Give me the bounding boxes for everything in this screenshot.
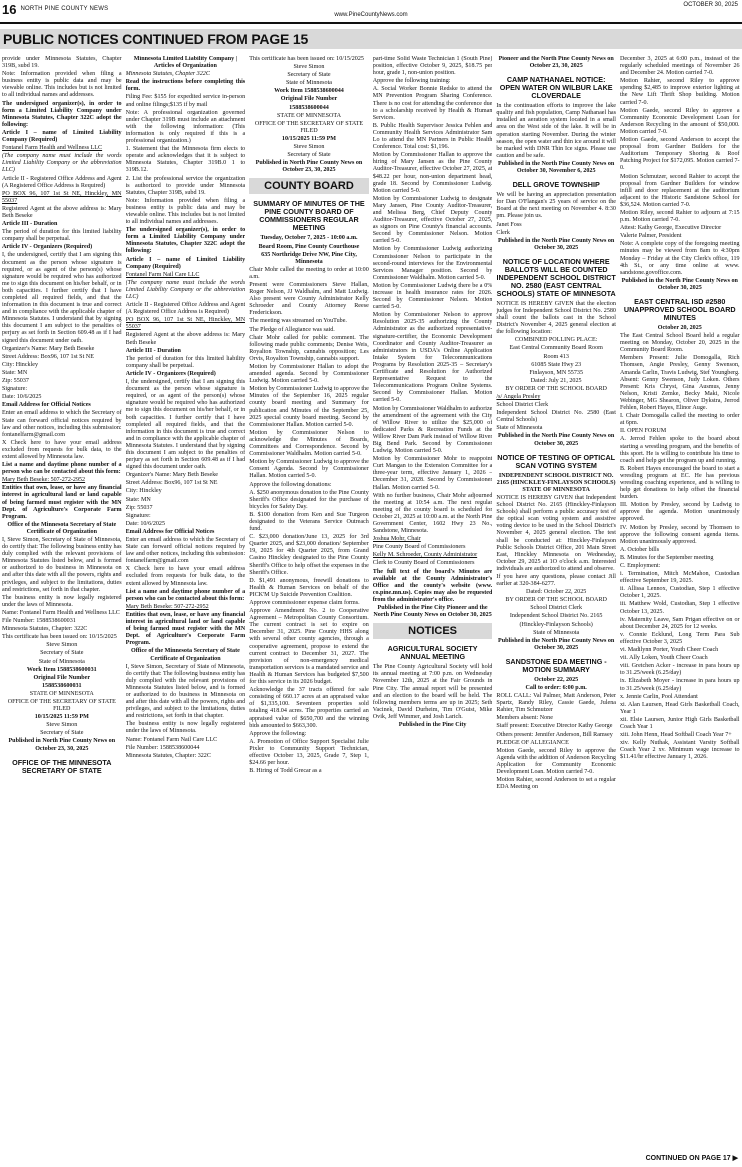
notice-paragraph: PLEDGE OF ALLEGIANCE — [496, 739, 569, 746]
notice-paragraph: I, the undersigned, certify that I am signing this document as the person whose signature is required, or as agent of the person(s) whose signature would be required who has authorized me to sign this document on his/her behalf, or in both capacities. I further certify that I have completed all required fields, and that the information in this document is true and correct and in compliance with the applicable chapter of Minnesota Statutes. I understand that by signing this document I am subject to the penalties of perjury as set forth in Section 609.48 as if I had signed this document under oath. — [2, 252, 122, 344]
notice-paragraph: IV. Motion by Presley, second by Thomsen to approve the following consent agenda items. Motion unanimously approved. — [619, 524, 740, 545]
notice-paragraph: Organizer's Name: Mary Beth Beseke — [125, 472, 218, 479]
notice-heading: NOTICE OF LOCATION WHERE BALLOTS WILL BE COUNTED INDEPENDENT SCHOOL DISTRICT NO. 2580 (EAST CENTRAL SCHOOLS) STATE OF MINNESOTA — [496, 256, 616, 298]
arrow-right-icon: ▶ — [732, 1155, 738, 1162]
notice-paragraph: The meeting was streamed on YouTube. — [249, 318, 347, 325]
notice-paragraph: Steve Simon — [46, 722, 78, 729]
notice-heading: DELL GROVE TOWNSHIP — [512, 180, 600, 190]
notice-paragraph: Minnesota Statutes, Chapter: 322C — [2, 626, 88, 633]
notice-paragraph: Organizer's Name: Mary Beth Beseke — [2, 345, 95, 352]
notice-paragraph: Zip: 55037 — [2, 378, 29, 385]
notice-paragraph: Fontanel Farm Nail Care LLC — [125, 271, 200, 278]
notice-paragraph: Approve commissioner expense claim forms. — [249, 600, 360, 606]
notice-paragraph: v. Connie Ecklund, Long Term Para Sub effective October 3, 2025 — [619, 631, 740, 645]
notice-heading: SANDSTONE EDA MEETING - MOTION SUMMARY — [505, 656, 607, 674]
notice-paragraph: (The company name must include the words Limited Liability Company or the abbreviation LLC) — [125, 279, 246, 300]
notice-paragraph: 635 Northridge Drive NW, Pine City, Minnesota — [261, 251, 357, 265]
notice-paragraph: This certificate has been issued on: 10/15/2025 — [2, 634, 117, 641]
notice-paragraph: 61085 State Hwy 23 — [531, 361, 582, 368]
notice-paragraph: part-time Solid Waste Technician 1 (South Pine) position, effective October 9, 2025, $18.75 per hour, grade 1, non-union position. — [372, 56, 493, 77]
notice-paragraph: Name: Fontanel Farm Nail Care LLC — [125, 736, 218, 743]
notice-paragraph: C. $23,000 donation/June 13, 2025 for 3rd Quarter 2025, and $23,000 donation/ September 19, 2025 for 4th Quarter 2025, from Grand Casino Hinckley designated to the Pine County Sheriff's Office to help offset the expenses in the Sheriff's Office. — [249, 534, 369, 576]
section-banner — [0, 29, 742, 49]
notice-paragraph: Published in the North Pine County News on October 30, November 6, 2025 — [498, 160, 615, 175]
notice-paragraph: Steve Simon — [293, 64, 325, 71]
notice-paragraph: Minnesota Statutes, Chapter 322C — [125, 71, 210, 78]
notice-paragraph: A. October bills — [619, 546, 660, 553]
notice-paragraph: 2. List the professional service the organization is authorized to provide under Minnesota Statutes, Chapter 319B, subd 19. — [125, 175, 246, 196]
notice-heading: AGRICULTURAL SOCIETY ANNUAL MEETING — [387, 644, 478, 662]
notice-paragraph: Original File Number — [280, 96, 338, 103]
notice-paragraph: Motion Schmutzer, second Rahier to accept the proposal from Gardner Builders for window infill and door replacement at the auditorium adjacent to the Historic Sandstone School for $36,524. Motion carried 7-0. — [619, 173, 740, 208]
column-3 — [249, 56, 369, 1152]
notice-paragraph: BY ORDER OF THE SCHOOL BOARD — [505, 597, 607, 604]
notice-paragraph: 10/15/2025 11:59 PM — [34, 714, 89, 721]
notice-paragraph: X Check here to have your email address excluded from requests for bulk data, to the extent allowed by Minnesota law. — [125, 566, 246, 587]
notice-paragraph: Pine County Board of Commissioners — [372, 544, 466, 551]
notice-paragraph: Steve Simon — [46, 642, 78, 649]
notice-paragraph: Clerk to County Board of Commissioners — [372, 560, 475, 567]
notice-columns — [2, 56, 740, 1152]
notice-paragraph: Room 413 — [543, 353, 569, 360]
notice-paragraph: 1588538600044 — [289, 104, 329, 111]
notice-paragraph: (Hinckley-Finlayson Schools) — [519, 621, 593, 628]
notice-paragraph: Work Item 1588538600031 — [26, 666, 97, 673]
newspaper-name: NORTH PINE COUNTY NEWS — [20, 6, 109, 12]
notice-paragraph: Finlayson, MN 55735 — [529, 369, 583, 376]
notice-heading: CAMP NATHANAEL NOTICE: OPEN WATER ON WILBUR LAKE CLOVERDALE — [499, 75, 613, 101]
notice-paragraph: File Number: 1588538600044 — [125, 744, 200, 751]
notice-paragraph: Article III - Duration — [2, 221, 58, 228]
notice-paragraph: Board Room, Pine County Courthouse — [258, 243, 360, 250]
notice-paragraph: The East Central School Board held a regular meeting on Monday, October 20, 2025 in the Community Board Room. — [619, 333, 740, 354]
notice-paragraph: vi. Madilynn Porter, Youth Cheer Coach — [619, 647, 719, 654]
notice-paragraph: A. Jerrod Fehlen spoke to the board about starting a wrestling program, and the benefits of this sport. He is willing to contribute his time to coach and help get the program up and running. — [619, 436, 740, 464]
notice-paragraph: The business entity is now legally registered under the laws of Minnesota. — [2, 594, 122, 608]
notice-paragraph: Published in North Pine County News on October 23, 30, 2025 — [255, 160, 363, 174]
notice-paragraph: B. Minutes for the September meeting — [619, 554, 714, 561]
notice-paragraph: School District Clerk — [530, 605, 583, 612]
notice-paragraph: Article II - Registered Office Address and Agent (A Registered Office Address is Required) — [2, 175, 122, 189]
notice-paragraph: Members Present: Julie Domogalla, Rich Thomsen, Angie Presley, Genny Swenson, Amanda Carlin, Travis Ludwig, Stef Youngberg. Absent: Genny Swenson, Judy Loken. Others Present: Kris Chryst, Gina Ausmus, Jenny Nelson, Kristi Zemke, Becky Maki, Nicole Webinger, MG Shearon, Oliver Dykstra, Jerrod Fehlen, Robert Hayes, Elinor Auge. — [619, 355, 740, 412]
notice-paragraph: III. Motion by Presley, second by Ludwig to approve the agenda. Motion unanimously approved. — [619, 502, 740, 523]
notice-paragraph: Read the instructions before completing this form. — [125, 79, 246, 93]
notice-paragraph: Article III - Duration — [125, 347, 181, 354]
notice-paragraph: B. Hiring of Todd Grecar as a — [249, 768, 322, 775]
notice-paragraph: The undersigned organizer(s), in order to form a Limited Liability Company under Minnesota Statutes, Chapter 322C adopt the following: — [2, 100, 122, 128]
notice-paragraph: X Check here to have your email address excluded from requests for bulk data, to the extent allowed by Minnesota law. — [2, 439, 122, 460]
notice-paragraph: BY ORDER OF THE SCHOOL BOARD — [505, 385, 607, 392]
notice-paragraph: Members absent: None — [496, 715, 553, 722]
column-6 — [620, 56, 740, 1152]
notice-paragraph: State: MN — [2, 369, 28, 376]
notice-paragraph: provide under Minnesota Statutes, Chapter 319B, subd 19. — [2, 56, 122, 70]
notice-paragraph: Motion by Commissioner Waldhalm to authorize the amendment of the agreement with the City of Willow River to utilize the $25,000 of dedicated Parks & Recreation Funds at the Willow River Dam Park instead of Willow River Big Bend Park. Second by Commissioner Ludwig. Motion carried 5-0. — [372, 405, 493, 455]
notice-paragraph: INDEPENDENT SCHOOL DISTRICT NO. 2165 (HINCKLEY-FINLAYSON SCHOOLS) STATE OF MINNESOTA — [496, 472, 616, 493]
notice-paragraph: City: Hinckley — [2, 361, 39, 368]
notice-paragraph: State of Minnesota — [496, 425, 543, 432]
notice-paragraph: Enter an email address to which the Secretary of State can forward official notices required by law and other notices, including this submission: fontanelfarm@gmail.com — [2, 410, 122, 438]
notice-paragraph: Fontanel Farm Health and Wellness LLC — [2, 145, 103, 152]
notice-paragraph: Entities that own, lease, or have any financial interest in agricultural land or land capable of being farmed must register with the MN Dept. of Agriculture's Corporate Farm Program. — [125, 611, 246, 647]
notice-paragraph: B. Public Health Supervisor Jessica Fehlen and Community Health Services Administrator Sam Lo to attend the MN Partners in Public Health Conference. Total cost: $1,196. — [372, 122, 493, 151]
notice-paragraph: NOTICE IS HEREBY GIVEN that the election judges for Independent School District No. 2580 shall count the ballots cast in the School District's November 4, 2025 general election at the following location: — [496, 300, 616, 336]
notice-paragraph: Dated: July 21, 2025 — [530, 377, 582, 384]
notice-paragraph: Present were Commissioners Steve Hallan, Roger Nelson, JJ Waldhalm, and Matt Ludwig. Also present were County Administrator Kelly Schroeder and County Attorney Reese Frederickson. — [249, 281, 369, 317]
notice-paragraph: C. Employment: — [619, 563, 661, 569]
notice-paragraph: Office of the Minnesota Secretary of State Certificate of Organization — [7, 521, 117, 535]
notice-paragraph: Motion Gaede, second Riley to approve a Community Economic Development Loan for Anderson Recycling in the amount of $50,000. Motion carried 7-0. — [619, 107, 740, 135]
notice-paragraph: PO BOX 96, 107 1st St NE, Hinckley, MN 55037 — [125, 317, 246, 331]
notice-paragraph: Name: Fontanel Farm Health and Wellness LLC — [2, 609, 120, 616]
notice-paragraph: Office of the Minnesota Secretary of State Certificate of Organization — [130, 648, 240, 662]
notice-heading: NOTICE OF TESTING OF OPTICAL SCAN VOTING SYSTEM — [497, 452, 616, 470]
notice-paragraph: COMBINED POLLING PLACE: — [514, 337, 598, 344]
notice-paragraph: Published in the Pine City Pioneer and the North Pine County News on October 30, 2025 — [373, 605, 492, 619]
notice-paragraph: iii. Matthew Wold, Custodian, Step 1 effective October 13, 2025. — [619, 601, 740, 615]
notice-paragraph: ix. Elizabeth Moyer - increase in para hours up to 31.25/week (6.25/day) — [619, 678, 740, 692]
notice-paragraph: Approve the following donations: — [249, 481, 332, 488]
notice-paragraph: Motion by Commissioner Hallan to approve the hiring of Mary Jansen as the Pine County Auditor-Treasurer, effective October 27, 2025, at $48.22 per hour, non-union department head, grade 18. Second by Commissioner Ludwig. Motion carried 5-0. — [372, 152, 493, 194]
notice-paragraph: Steve Simon — [293, 144, 325, 151]
notice-paragraph: Street Address: Box96, 107 1st St NE — [2, 353, 94, 360]
notice-paragraph: STATE OF MINNESOTA — [29, 690, 94, 697]
column-1 — [2, 56, 122, 1152]
notice-paragraph: Pioneer and the North Pine County News on October 23, 30, 2025 — [498, 56, 614, 70]
notice-paragraph: ii. Allissa Lennox, Custodian, Step 1 effective October 1, 2025. — [619, 586, 740, 600]
notice-paragraph: Motion by Commissioner Ludwig to designate Mary Jansen, Pine County Auditor-Treasurer, and Melissa Berg, Chief Deputy County Auditor-Treasurer, effective October 27, 2025, as signors on Pine County's financial accounts. Second by Commissioner Nelson. Motion carried 5-0. — [372, 195, 493, 245]
notice-paragraph: Published in the North Pine County News on October 30, 2025 — [498, 237, 615, 251]
notice-paragraph: Motion by Commissioner Hallan to adopt the amended agenda. Second by Commissioner Ludwig. Motion carried 5-0. — [249, 364, 369, 385]
notice-paragraph: 1588538600031 — [41, 682, 82, 689]
notice-paragraph: Signature: — [2, 386, 28, 393]
notice-paragraph: Article IV - Organizers (Required) — [2, 244, 93, 251]
notice-paragraph: State of Minnesota — [38, 658, 85, 665]
notice-paragraph: This certificate has been issued on: 10/15/2025 — [249, 56, 364, 62]
notice-paragraph: viii. Gretchen Acker - increase in para hours up to 31.25/week (6.25/day) — [619, 663, 740, 677]
notice-paragraph: Secretary of State — [40, 730, 84, 737]
notice-paragraph: School District Clerk — [496, 402, 549, 409]
notice-paragraph: Email Address for Official Notices — [125, 528, 215, 535]
notice-paragraph: Mary Beth Beseke: 507-272-2952 — [125, 603, 209, 610]
notice-paragraph: Motion by Commissioner Ludwig to approve the Consent Agenda. Second by Commissioner Hallan. Motion carried 5-0. — [249, 459, 369, 480]
notice-paragraph: Filing Fee: $155 for expedited service in-person and online filings;$135 if by mail — [125, 94, 246, 108]
notice-paragraph: Published in the North Pine County News on October 30, 2025 — [498, 433, 615, 447]
notice-heading: NOTICES — [373, 623, 493, 639]
notice-paragraph: 10/15/2025 11:59 PM — [281, 135, 337, 142]
notice-heading: COUNTY BOARD — [249, 178, 369, 194]
column-5 — [496, 56, 616, 1152]
issue-date: OCTOBER 30, 2025 — [683, 2, 738, 8]
notice-paragraph: Joshua Mohr, Chair — [372, 536, 421, 543]
notice-paragraph: Date: 10/6/2025 — [2, 394, 42, 401]
notice-paragraph: Signature: — [125, 512, 151, 519]
notice-paragraph: xi. Alan Laursen, Head Girls Basketball Coach, Year 1 — [619, 701, 740, 715]
notice-paragraph: Motion Gaede, second Anderson to accept the proposal from Gardner Builders for the Auditorium Temporary Shoring & Roof Patching Project for $172,095. Motion carried 7-0. — [619, 137, 740, 172]
notice-paragraph: iv. Maternity Leave, Sam Prigan effective on or about December 24, 2025 for 12 weeks. — [619, 616, 740, 630]
notice-paragraph: Acknowledge the 37 tracts offered for sale consisting of 660.17 acres at an appraised value of $1,335,100. Seventeen properties sold totaling 418.04 acres. The properties carried an appraised value of $650,700 and the winning bids amounted to $663,300. — [249, 687, 369, 729]
notice-paragraph: /s/ Angela Presley — [496, 394, 541, 400]
notice-paragraph: Published in the North Pine County News on October 30, 2025 — [621, 277, 738, 291]
notice-paragraph: Article I – name of Limited Liability Company (Required) — [125, 256, 246, 270]
notice-heading: EAST CENTRAL ISD #2580 UNAPPROVED SCHOOL BOARD MINUTES — [623, 297, 736, 322]
notice-paragraph: Clerk — [496, 229, 510, 236]
notice-paragraph: Motion by Commissioner Nelson to approve Resolution 2025-35 authorizing the County Administrator as the authorized representative-signature-certifier, the Economic Development Coordinator and County Auditor-Treasurer as administrators in USDA's Online Application Intake System for Telecommunications Programs by Resolution 2025-35 – Secretary's Certificate and Resolution for Authorized Representative Request to the Telecommunications Program Online Systems. Second by Commissioner Hallan. Motion carried 5-0. — [372, 312, 493, 404]
notice-paragraph: Motion Gaede, second Riley to approve the Agenda with the addition of Anderson Recycling Application for Community Economic Development Loan. Motion carried 7-0. — [496, 747, 616, 776]
notice-paragraph: Chair Mohr called the meeting to order at 10:00 a.m. — [249, 266, 369, 280]
notice-paragraph: Motion by Commissioner Ludwig there be a 0% increase in health insurance rates for 2026. Second by Commissioner Nelson. Motion carried 5-0. — [372, 282, 493, 311]
notice-paragraph: STATE OF MINNESOTA — [276, 112, 341, 119]
notice-paragraph: December 3, 2025 at 6:00 p.m., instead of the regularly scheduled meetings of November 26 and December 24. Motion carried 7-0. — [619, 56, 740, 77]
notice-paragraph: Chair Mohr called for public comment. The following made public comments; Denise Weis, Royalton Township, cannabis opposition; Les Orvis, Royalton Township, cannabis support. — [249, 334, 369, 362]
notice-paragraph: Motion by Commissioner Mohr to reappoint Curt Mangan to the Extension Committee for a three-year term, effective January 1, 2026 – December 31, 2028. Second by Commissioner Hallan. Motion carried 5-0. — [372, 456, 493, 491]
notice-paragraph: Published in North Pine County News on October 23, 30, 2025 — [8, 738, 116, 752]
notice-paragraph: Attest: Kathy George, Executive Director — [619, 225, 722, 232]
notice-paragraph: Janet Foss — [496, 221, 522, 228]
notice-paragraph: Secretary of State — [287, 152, 331, 159]
notice-paragraph: Note: A professional organization governed under Chapter 319B must include an attachment with the following information: (This information is only required if this is a professional organization.) — [125, 109, 246, 145]
notice-paragraph: OFFICE OF THE SECRETARY OF STATE FILED — [7, 698, 116, 713]
notice-paragraph: vii. Ally Loken, Youth Cheer Coach — [619, 655, 708, 662]
notice-paragraph: The Pine County Agricultural Society will hold its annual meeting at 7:00 p.m. on Wednesday November 12th, 2025 at the Fair Grounds in Pine City. The annual report will be presented and an election to the board will be held. The following members terms are up in 2025; Seth Vacinek, David Durheim, Tim O'Guist, Mike Ovik, Jeff Wimmer, and Josh Larich. — [372, 664, 493, 720]
notice-heading: SUMMARY OF MINUTES OF THE PINE COUNTY BOARD OF COMMISSIONERS REGULAR MEETING — [253, 199, 365, 233]
page-number: 16 — [2, 1, 17, 17]
notice-paragraph: I, Steve Simon, Secretary of State of Minnesota, do certify that: The following business entity has duly complied with the relevant provisions of Minnesota Statutes listed below, and is formed or authorized to do business in Minnesota on and after this date with all the powers, rights and privileges, and subject to the limitations, duties and restrictions, set forth in that chapter. — [2, 537, 122, 593]
notice-paragraph: Staff present: Executive Director Kathy George — [496, 723, 613, 730]
continued-label: CONTINUED ON PAGE 17 — [645, 1155, 731, 1162]
notice-paragraph: ROLL CALL: Val Palmer, Matt Anderson, Peter Spartz, Randy Riley, Cassie Gaede, Julena Rahier, Tim Schmutzer — [496, 693, 616, 714]
notice-paragraph: With no further business, Chair Mohr adjourned the meeting at 10:54 a.m. The next regular meeting of the county board is scheduled for October 21, 2025 at 10:00 a.m. at the North Pine Government Center, 1602 Hwy 23 No., Sandstone, Minnesota. — [372, 492, 493, 535]
notice-paragraph: Motion by Commissioner Nelson to acknowledge the Minutes of Boards, Committees and Correspondence. Second by Commissioner Waldhalm. Motion carried 5-0. — [249, 429, 369, 458]
notice-paragraph: East Central Community Board Room — [509, 345, 603, 352]
notice-paragraph: I, Steve Simon, Secretary of State of Minnesota, do certify that: The following business entity has duly complied with the relevant provisions of Minnesota Statutes listed below, and is formed or authorized to do business in Minnesota on and after this date with all the powers, rights and privileges, and subject to the limitations, duties and restrictions, set forth in that chapter. — [125, 663, 246, 720]
notice-paragraph: State of Minnesota — [285, 80, 332, 87]
continued-footer — [646, 1154, 738, 1162]
notice-paragraph: Others present: Jennifer Anderson, Bill Ramsey — [496, 731, 613, 738]
notice-paragraph: State: MN — [125, 496, 151, 503]
notice-paragraph: Enter an email address to which the Secretary of State can forward official notices required by law and other notices, including this submission: fontanelfarm@gmail.com — [125, 537, 246, 565]
notice-paragraph: PO BOX 96, 107 1st St NE, Hinckley, MN 55037 — [2, 190, 122, 204]
notice-paragraph: Independent School District No. 2165 — [509, 613, 603, 620]
notice-paragraph: Minnesota Limited Liability Company | Articles of Organization — [133, 56, 238, 70]
notice-paragraph: 1. Statement that the Minnesota firm elects to operate and acknowledges that it is subject to Minnesota Statutes, Chapter 319B.0 1 to 319B.12. — [125, 146, 246, 174]
notice-paragraph: Minnesota Statutes, Chapter: 322C — [125, 752, 211, 759]
notice-paragraph: B. $100 donation from Ken and Sue Turgeon designated to the Veterans Service Outreach fund. — [249, 511, 369, 533]
notice-paragraph: The business entity is now legally registered under the laws of Minnesota. — [125, 721, 246, 735]
notice-paragraph: October 20, 2025 — [657, 325, 702, 331]
notice-paragraph: Note: A complete copy of the foregoing meeting minutes may be viewed from 8am to 4:30pm Monday – Friday at the City Clerk's office, 119 4th St., or any time online at www. sandstone.govoffice.com. — [619, 241, 740, 276]
notice-paragraph: Published in the North Pine County News on October 30, 2025 — [498, 637, 615, 651]
notice-paragraph: File Number: 1588538600031 — [2, 618, 76, 625]
notice-paragraph: Valerie Palmer, President — [619, 233, 682, 240]
header-rule — [0, 22, 742, 24]
column-2 — [126, 56, 246, 1152]
notice-paragraph: Approve the following training: — [372, 78, 451, 85]
notice-paragraph: List a name and daytime phone number of a person who can be contacted about this form: — [125, 588, 246, 602]
notice-paragraph: Tuesday, October 7, 2025 - 10:00 a.m. — [260, 235, 358, 242]
notice-paragraph: The full text of the board's Minutes are available at the County Administrator's Office and the county's website (www. co.pine.mn.us). Copies may also be requested from the administrator's office. — [372, 568, 493, 603]
notice-paragraph: Kelly M. Schroeder, County Administrator — [372, 552, 478, 559]
notice-paragraph: Note: Information provided when filing a business entity is public data and may be viewable online. This includes but is not limited to all individual names and addresses. — [2, 71, 122, 99]
notice-paragraph: Article I – name of Limited Liability Company (Required) — [2, 129, 122, 144]
notice-paragraph: xii. Elsie Laursen, Junior High Girls Basketball Coach Year 1 — [619, 716, 740, 730]
notice-paragraph: NOTICE IS HEREBY GIVEN that Independent School District No. 2165 (Hinckley-Finlayson Schools) shall perform a public accuracy test of the optical scan voting system and assistive voting device to be used in the School District's November 4, 2025 general election. The test shall be conducted at: Hinckley-Finlayson Public Schools District Office, 201 Main Street East, Hinckley Minnesota on Wednesday, October 29, 2025 at 1O o'clock a.m. Interested individuals are authorized to attend and observe. — [496, 494, 616, 572]
notice-paragraph: i. Termination, Mitch McMahon, Custodian effective September 19, 2025. — [619, 571, 740, 585]
notice-paragraph: Dated: October 22, 2025 — [526, 589, 587, 596]
notice-paragraph: A. Social Worker Bonnie Redske to attend the MN Prevention Program Sharing Conference. There is no cost for attending the conference due to a scholarship received by Health & Human Services. — [372, 86, 493, 121]
banner-title: PUBLIC NOTICES CONTINUED FROM PAGE 15 — [3, 31, 309, 47]
notice-paragraph: Work Item 1588538600044 — [274, 88, 344, 95]
column-4 — [373, 56, 493, 1152]
notice-paragraph: State of Minnesota — [533, 629, 580, 636]
notice-paragraph: Zip: 55037 — [125, 504, 153, 511]
notice-paragraph: The undersigned organizer(s), in order to form a Limited Liability Company under Minnesota Statutes, Chapter 322C adopt the following: — [125, 227, 246, 255]
notice-paragraph: The period of duration for this limited liability company shall be perpetual. — [2, 229, 122, 243]
notice-paragraph: City: Hinckley — [125, 488, 162, 495]
notice-paragraph: Email Address for Official Notices — [2, 402, 91, 409]
notice-paragraph: Secretary of State — [40, 650, 84, 657]
notice-paragraph: Registered Agent at the above address is: Mary Beth Beseke — [2, 205, 122, 219]
notice-paragraph: Article II - Registered Office Address and Agent (A Registered Office Address is Required) — [125, 302, 246, 316]
notice-paragraph: October 22, 2025 — [534, 676, 579, 683]
notice-paragraph: Mary Beth Beseke: 507-272-2952 — [2, 477, 86, 484]
notice-paragraph: Note: Information provided when filing a business entity is public data and may be viewable online. This includes but is not limited to all individual names and addresses. — [125, 197, 246, 226]
notice-paragraph: A. $250 anonymous donation to the Pine County Sheriff's Office designated for the purchase of bicycles for Safety Day. — [249, 489, 369, 510]
notice-paragraph: Date: 10/6/2025 — [125, 520, 166, 527]
notice-paragraph: Motion Rahier, second Anderson to set a regular EDA Meeting on — [496, 777, 616, 791]
notice-paragraph: Article IV - Organizers (Required) — [125, 370, 216, 377]
notice-paragraph: In the continuation efforts to improve the lake quality and fish population, Camp Nathanael has installed an aeration system located in a small area on the West side of the lake. It will be in operation starting November. During the winter season, the open water and thin ice around it will be marked with DNR Thin Ice signs. Please use caution and be safe. — [496, 103, 616, 159]
notice-heading: OFFICE OF THE MINNESOTA SECRETARY OF STATE — [12, 757, 112, 775]
notice-paragraph: Motion Rahier, second Riley to approve spending $2,485 to improve exterior lighting at the New Lift Thrift Shop building. Motion carried 7-0. — [619, 78, 740, 106]
notice-paragraph: Approve Amendment No. 2 to Cooperative Agreement – Metropolitan County Consortium. The current contract is set to expire on December 31, 2025. Pine County HHS along with several other county agencies, through a cooperative agreement, propose to extend the current contract to December 31, 2027. The provision of non-emergency medical transportation services is a mandated service and Health & Human Services has budgeted $7,500 for this service in its 2026 budget. — [249, 608, 369, 686]
notice-paragraph: Motion by Commissioner Ludwig to approve the Minutes of the September 16, 2025 regular county board meeting and Summary for publication and Minutes of the September 25, 2025 special county board meeting. Second by Commissioner Hallan. Motion carried 5-0. — [249, 386, 369, 428]
notice-paragraph: Entities that own, lease, or have any financial interest in agricultural land or land capable of being farmed must register with the MN Dept. of Agriculture's Corporate Farm Program. — [2, 485, 122, 520]
notice-paragraph: (The company name must include the words Limited Liability Company or the abbreviation LLC) — [2, 153, 122, 174]
notice-paragraph: Published in the Pine City — [398, 721, 467, 728]
notice-paragraph: I. Chair Domogalla called the meeting to order at 6pm. — [619, 413, 740, 427]
notice-paragraph: Call to order: 6:00 p.m. — [525, 685, 587, 691]
notice-paragraph: II. OPEN FORUM — [619, 428, 667, 435]
notice-paragraph: If you have any questions, please contact Jill earlier at 320-384-6277. — [496, 573, 616, 588]
notice-paragraph: OFFICE OF THE SECRETARY OF STATE FILED — [254, 120, 364, 134]
notice-paragraph: Motion Riley, second Rahier to adjourn at 7:15 p.m. Motion carried 7-0. — [619, 209, 740, 224]
notice-paragraph: Secretary of State — [287, 72, 331, 79]
notice-paragraph: Approve the following: — [249, 730, 307, 737]
notice-paragraph: xiii. John Henn, Head Softball Coach Year 7+ — [619, 732, 732, 739]
notice-paragraph: We will be having an appreciation presentation for Dan O'Flangan's 25 years of service on the Board at the next meeting on November 4. 8:30 pm. Please join us. — [496, 192, 616, 220]
notice-paragraph: xiv. Kelly Nuthak, Assistant Varsity Softball Coach Year 2 xv. Minimum wage increase to $11.41/hr effective January 1, 2026. — [619, 740, 740, 761]
notice-paragraph: B. Robert Hayes encouraged the board to start a wrestling program at EC. He has previous wrestling coaching experience, and is willing to help get donations to help offset the financial burden. — [619, 465, 740, 501]
notice-paragraph: Independent School District No. 2580 (East Central Schools) — [496, 410, 616, 424]
notice-paragraph: I, the undersigned, certify that I am signing this document as the person whose signature is required, or as agent of the person(s) whose signature would be required who has authorized me to sign this document on his/her behalf, or in both capacities. I further certify that I have completed all required fields, and that the information in this document is true and correct and in compliance with the applicable chapter of Minnesota Statutes. I understand that by signing this document I am subject to the penalties of perjury as set forth in Section 609.48 as if I had signed this document under oath. — [125, 379, 246, 471]
notice-paragraph: x. Jennie Carlin, Pool Attendant — [619, 693, 698, 700]
notice-paragraph: The period of duration for this limited liability company shall be perpetual. — [125, 355, 246, 369]
notice-paragraph: The Pledge of Allegiance was said. — [249, 326, 335, 333]
notice-paragraph: Original File Number — [33, 674, 91, 681]
notice-paragraph: D. $1,491 anonymous, freewill donations to Health & Human Services on behalf of the PICK'M Up Suicide Prevention Coalition. — [249, 577, 369, 598]
notice-paragraph: List a name and daytime phone number of a person who can be contacted about this form: — [2, 462, 122, 476]
website-url[interactable]: www.PineCountyNews.com — [334, 12, 408, 18]
notice-paragraph: A. Promotion of Office Support Specialist Julie Pixler to Community Support Technician, effective October 13, 2025, Grade 7, Step 1, $24.66 per hour. — [249, 738, 369, 767]
notice-paragraph: Motion by Commissioner Ludwig authorizing Commissioner Nelson to participate in the second-round interviews for the Environmental Services Manager position. Second by Commissioner Waldhalm. Motion carried 5-0. — [372, 246, 493, 281]
notice-paragraph: Street Address: Box96, 107 1st St NE — [125, 480, 218, 487]
notice-paragraph: Registered Agent at the above address is: Mary Beth Beseke — [125, 332, 246, 346]
